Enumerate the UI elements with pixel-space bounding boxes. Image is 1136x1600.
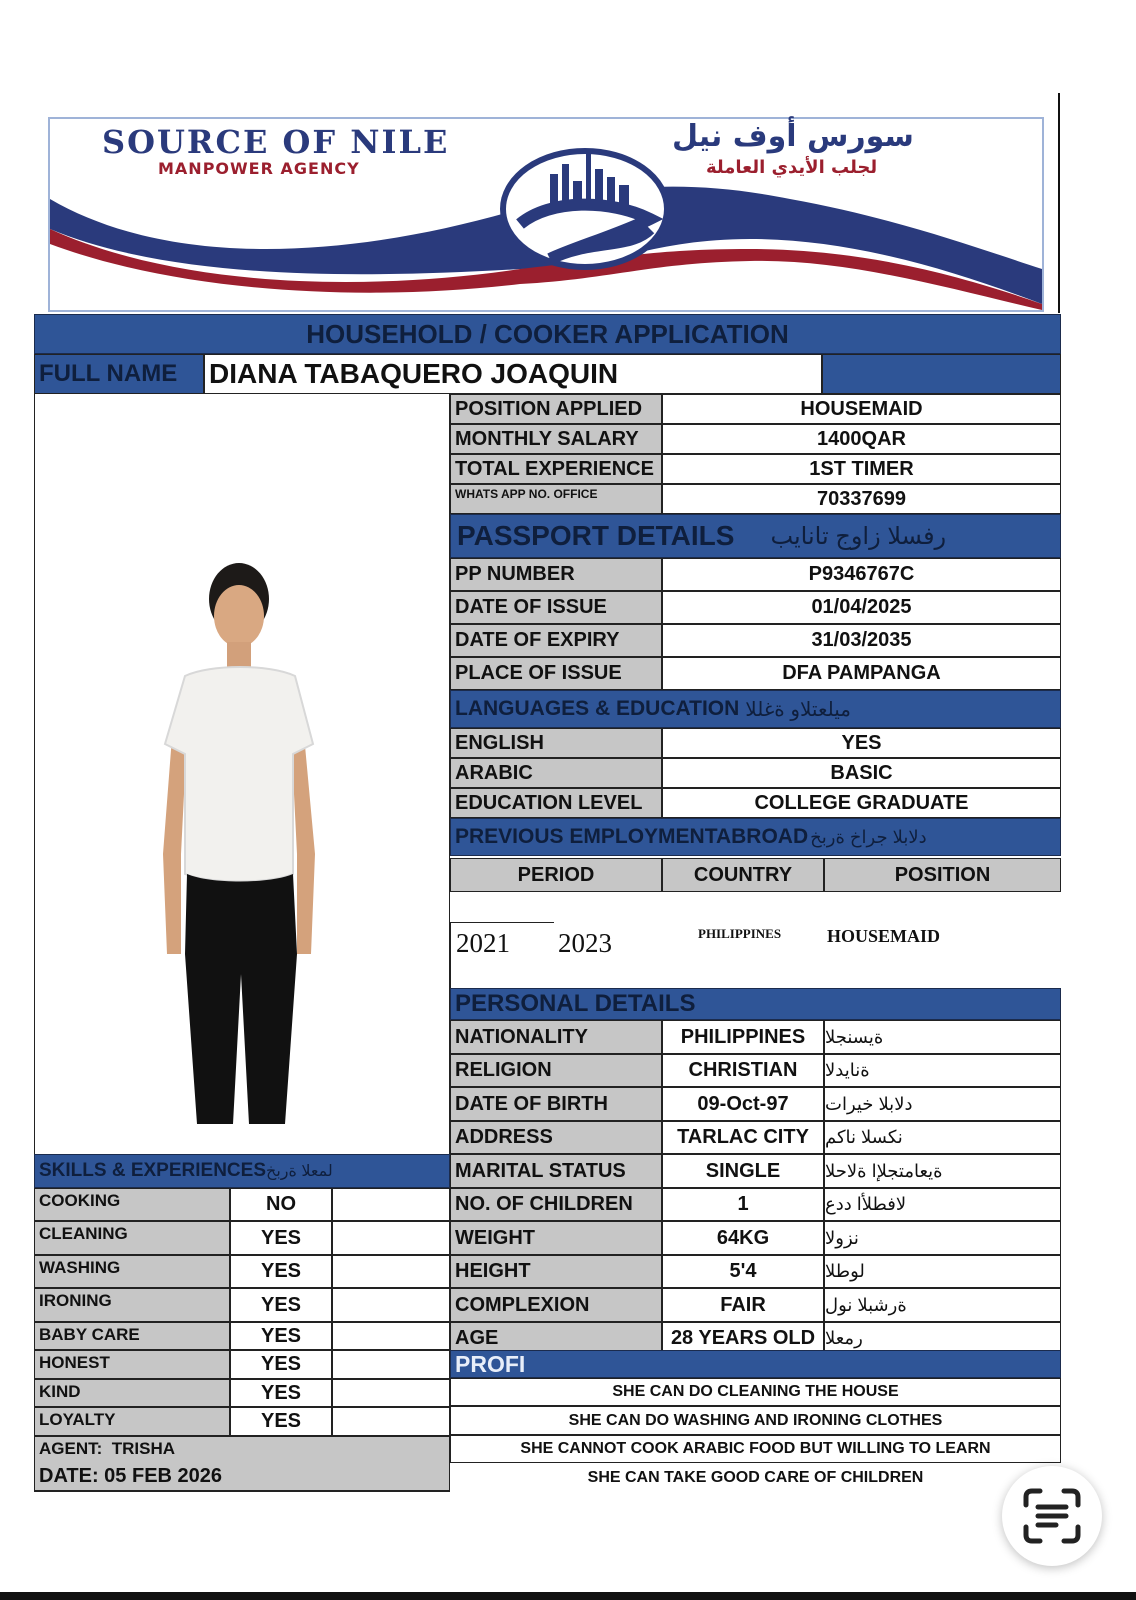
profile-line xyxy=(450,1463,1061,1492)
passport-value xyxy=(662,624,1061,657)
personal-value xyxy=(662,1121,824,1154)
logo-sub-ar: لجلب الأيدي العاملة xyxy=(706,157,878,178)
profile-line xyxy=(450,1378,1061,1406)
skill-label-text: KIND xyxy=(39,1382,81,1401)
profile-title: PROFI xyxy=(455,1350,526,1377)
employment-entry-border-left xyxy=(450,922,451,988)
skill-value-text: YES xyxy=(260,1260,302,1282)
language-value-text: YES xyxy=(841,731,882,754)
personal-arabic xyxy=(824,1188,1061,1221)
personal-arabic-text: ةيسنجلا xyxy=(825,1026,884,1047)
skill-value xyxy=(230,1350,332,1379)
personal-value-text: SINGLE xyxy=(705,1159,781,1182)
personal-arabic xyxy=(824,1054,1061,1087)
personal-value xyxy=(662,1020,824,1054)
personal-arabic-text: ةنايدلا xyxy=(825,1060,870,1080)
passport-value xyxy=(662,591,1061,624)
photo-frame xyxy=(34,394,450,1154)
skill-value xyxy=(230,1322,332,1350)
skill-label xyxy=(34,1188,230,1221)
form-title: HOUSEHOLD / COOKER APPLICATION xyxy=(306,318,789,349)
profile-line xyxy=(450,1406,1061,1435)
skills-title-ar: لمعلا ةربخ xyxy=(266,1163,333,1180)
skill-label xyxy=(34,1322,230,1350)
employment-col-country xyxy=(662,858,824,892)
skill-label-text: WASHING xyxy=(39,1258,121,1277)
personal-label-text: HEIGHT xyxy=(455,1260,531,1282)
page-bottom-edge xyxy=(0,1592,1136,1600)
personal-value-text: 5'4 xyxy=(729,1260,757,1282)
profile-header xyxy=(450,1350,1061,1378)
skill-note xyxy=(332,1188,450,1221)
skill-note xyxy=(332,1288,450,1322)
form-date: DATE: 05 FEB 2026 xyxy=(39,1465,223,1487)
passport-label xyxy=(450,657,662,690)
applicant-photo xyxy=(35,394,451,1154)
employment-country: PHILIPPINES xyxy=(698,926,782,941)
job-value-position xyxy=(662,394,1061,424)
job-label-text: WHATS APP NO. OFFICE xyxy=(455,487,598,501)
skill-value xyxy=(230,1255,332,1288)
personal-label xyxy=(450,1087,662,1121)
language-value xyxy=(662,728,1061,758)
job-label-text: TOTAL EXPERIENCE xyxy=(455,457,654,480)
full-name-label-text: FULL NAME xyxy=(39,360,178,387)
profile-line-text: SHE CAN TAKE GOOD CARE OF CHILDREN xyxy=(587,1468,924,1486)
personal-arabic-text: لوطلا xyxy=(825,1261,865,1281)
skill-label xyxy=(34,1288,230,1322)
page-border-right xyxy=(1058,93,1060,313)
skill-note xyxy=(332,1407,450,1436)
skill-value xyxy=(230,1379,332,1407)
passport-title: PASSPORT DETAILS xyxy=(457,520,735,551)
employment-title-ar: دلابلا جراخ ةربخ xyxy=(810,826,927,847)
employment-col-text: COUNTRY xyxy=(693,863,793,886)
personal-value xyxy=(662,1154,824,1188)
skills-title: SKILLS & EXPERIENCES xyxy=(39,1160,266,1181)
skill-label xyxy=(34,1407,230,1436)
personal-value xyxy=(662,1188,824,1221)
skill-value xyxy=(230,1221,332,1255)
logo-banner xyxy=(48,117,1044,312)
skill-value-text: NO xyxy=(266,1193,296,1215)
job-label-salary xyxy=(450,424,662,454)
skill-label-text: BABY CARE xyxy=(39,1325,140,1344)
personal-arabic-text: ةيعامتجلإا ةلاحلا xyxy=(825,1160,943,1181)
personal-header xyxy=(450,988,1061,1020)
employment-col-text: POSITION xyxy=(894,863,991,886)
employment-col-text: PERIOD xyxy=(517,863,595,886)
personal-value xyxy=(662,1087,824,1121)
personal-label xyxy=(450,1121,662,1154)
employment-header xyxy=(450,818,1061,856)
skill-value xyxy=(230,1288,332,1322)
personal-arabic xyxy=(824,1154,1061,1188)
profile-line-text: SHE CAN DO WASHING AND IRONING CLOTHES xyxy=(568,1411,943,1429)
employment-entry-border-top xyxy=(450,922,554,923)
passport-label-text: DATE OF ISSUE xyxy=(455,596,607,618)
languages-header xyxy=(450,690,1061,728)
employment-to: 2023 xyxy=(558,928,612,958)
skill-label-text: IRONING xyxy=(39,1291,112,1310)
personal-arabic xyxy=(824,1087,1061,1121)
job-label-position xyxy=(450,394,662,424)
employment-col-position xyxy=(824,858,1061,892)
skill-label-text: CLEANING xyxy=(39,1224,128,1243)
personal-label xyxy=(450,1020,662,1054)
job-value-salary xyxy=(662,424,1061,454)
skill-note xyxy=(332,1379,450,1407)
passport-value-text: P9346767C xyxy=(808,563,915,585)
skill-label xyxy=(34,1379,230,1407)
full-name-filler xyxy=(822,354,1061,394)
personal-label-text: NATIONALITY xyxy=(455,1025,588,1048)
passport-title-ar: رفسلا زاوج تانايب xyxy=(770,522,947,550)
logo-name-ar: سورس أوف نيل xyxy=(672,119,914,154)
job-label-whatsapp xyxy=(450,484,662,514)
passport-label-text: PLACE OF ISSUE xyxy=(455,662,622,684)
personal-label-text: DATE OF BIRTH xyxy=(455,1092,608,1115)
language-label-text: ENGLISH xyxy=(455,731,544,754)
personal-value-text: TARLAC CITY xyxy=(677,1126,809,1148)
skill-value xyxy=(230,1407,332,1436)
profile-line-text: SHE CAN DO CLEANING THE HOUSE xyxy=(612,1383,899,1400)
personal-value-text: 64KG xyxy=(716,1226,770,1249)
profile-line-text: SHE CANNOT COOK ARABIC FOOD BUT WILLING TO LEARN xyxy=(520,1440,991,1457)
logo-sub-en: MANPOWER AGENCY xyxy=(158,159,360,178)
personal-arabic xyxy=(824,1288,1061,1322)
personal-label xyxy=(450,1188,662,1221)
personal-label-text: MARITAL STATUS xyxy=(455,1159,626,1182)
employment-position: HOUSEMAID xyxy=(827,926,941,946)
personal-arabic xyxy=(824,1255,1061,1288)
personal-label xyxy=(450,1255,662,1288)
job-value-text: HOUSEMAID xyxy=(800,397,923,420)
agent-name: AGENT: TRISHA xyxy=(39,1439,175,1458)
personal-label-text: WEIGHT xyxy=(455,1226,535,1249)
skills-header xyxy=(34,1154,450,1188)
skill-value-text: YES xyxy=(260,1353,302,1375)
personal-value-text: 09-Oct-97 xyxy=(697,1092,789,1115)
personal-value-text: FAIR xyxy=(720,1293,766,1316)
full-name-label xyxy=(34,354,204,394)
personal-label-text: AGE xyxy=(455,1327,499,1349)
personal-label-text: RELIGION xyxy=(455,1059,552,1081)
passport-value xyxy=(662,657,1061,690)
personal-label xyxy=(450,1154,662,1188)
language-value-text: BASIC xyxy=(830,761,893,784)
skill-value-text: YES xyxy=(260,1410,302,1432)
passport-header xyxy=(450,514,1061,558)
personal-value xyxy=(662,1288,824,1322)
personal-label-text: NO. OF CHILDREN xyxy=(455,1193,633,1215)
logo-name-en: SOURCE OF NILE xyxy=(102,123,450,161)
language-value xyxy=(662,758,1061,788)
form-title-bar xyxy=(34,314,1061,354)
language-value xyxy=(662,788,1061,818)
job-value-text: 1400QAR xyxy=(817,427,906,450)
employment-col-period xyxy=(450,858,662,892)
agent-date-box xyxy=(34,1436,450,1492)
job-label-text: MONTHLY SALARY xyxy=(455,427,639,450)
personal-value-text: 28 YEARS OLD xyxy=(670,1327,816,1349)
personal-value-text: PHILIPPINES xyxy=(680,1025,806,1048)
personal-label xyxy=(450,1288,662,1322)
text-scan-icon xyxy=(1022,1487,1082,1545)
employment-title: PREVIOUS EMPLOYMENTABROAD xyxy=(455,825,809,848)
personal-value xyxy=(662,1054,824,1087)
passport-label-text: DATE OF EXPIRY xyxy=(455,629,620,651)
passport-label xyxy=(450,558,662,591)
language-label-text: ARABIC xyxy=(455,761,533,784)
passport-value-text: 01/04/2025 xyxy=(811,596,912,618)
language-label xyxy=(450,758,662,788)
job-label-experience xyxy=(450,454,662,484)
passport-value-text: 31/03/2035 xyxy=(811,629,912,651)
passport-label xyxy=(450,624,662,657)
full-name-value-text: DIANA TABAQUERO JOAQUIN xyxy=(209,358,619,389)
skill-label xyxy=(34,1221,230,1255)
full-name-value xyxy=(204,354,822,394)
skill-label xyxy=(34,1350,230,1379)
passport-label xyxy=(450,591,662,624)
language-label xyxy=(450,728,662,758)
personal-arabic xyxy=(824,1221,1061,1255)
passport-value-text: DFA PAMPANGA xyxy=(782,662,941,684)
personal-title: PERSONAL DETAILS xyxy=(455,990,696,1017)
employment-from: 2021 xyxy=(456,928,510,958)
passport-label-text: PP NUMBER xyxy=(455,563,575,585)
skill-value-text: YES xyxy=(260,1381,302,1404)
text-scan-button[interactable] xyxy=(1002,1466,1102,1566)
personal-arabic-text: نزولا xyxy=(825,1227,859,1248)
personal-label-text: COMPLEXION xyxy=(455,1293,590,1316)
personal-arabic-text: ةرشبلا نول xyxy=(825,1294,907,1315)
skill-note xyxy=(332,1350,450,1379)
personal-label xyxy=(450,1221,662,1255)
job-value-whatsapp xyxy=(662,484,1061,514)
languages-title: LANGUAGES & EDUCATION xyxy=(455,697,740,720)
skill-value xyxy=(230,1188,332,1221)
language-label xyxy=(450,788,662,818)
passport-value xyxy=(662,558,1061,591)
personal-arabic-text: رمعلا xyxy=(825,1328,863,1348)
personal-value xyxy=(662,1255,824,1288)
job-value-text: 1ST TIMER xyxy=(809,457,914,480)
skill-note xyxy=(332,1322,450,1350)
skill-label-text: COOKING xyxy=(39,1191,121,1210)
languages-title-ar: ميلعتلاو ةغللا xyxy=(745,698,851,721)
skill-label-text: LOYALTY xyxy=(39,1410,116,1429)
personal-arabic-text: نكسلا ناكم xyxy=(825,1127,903,1147)
personal-value-text: 1 xyxy=(737,1193,749,1215)
skill-value-text: YES xyxy=(260,1293,302,1316)
personal-arabic-text: لافطلأا ددع xyxy=(825,1194,907,1214)
profile-line xyxy=(450,1435,1061,1463)
job-value-text: 70337699 xyxy=(817,487,906,510)
skill-label xyxy=(34,1255,230,1288)
language-label-text: EDUCATION LEVEL xyxy=(455,791,643,814)
skill-value-text: YES xyxy=(260,1226,302,1249)
personal-label-text: ADDRESS xyxy=(455,1126,553,1148)
personal-label xyxy=(450,1054,662,1087)
personal-value-text: CHRISTIAN xyxy=(688,1059,798,1081)
skill-note xyxy=(332,1255,450,1288)
job-label-text: POSITION APPLIED xyxy=(455,397,643,420)
employment-entry xyxy=(450,922,1061,988)
skill-note xyxy=(332,1221,450,1255)
job-value-experience xyxy=(662,454,1061,484)
personal-value xyxy=(662,1221,824,1255)
personal-arabic xyxy=(824,1020,1061,1054)
personal-arabic-text: دلابلا خيرات xyxy=(825,1093,913,1114)
language-value-text: COLLEGE GRADUATE xyxy=(754,791,969,814)
personal-arabic xyxy=(824,1121,1061,1154)
skill-label-text: HONEST xyxy=(39,1353,110,1372)
skill-value-text: YES xyxy=(260,1324,302,1347)
